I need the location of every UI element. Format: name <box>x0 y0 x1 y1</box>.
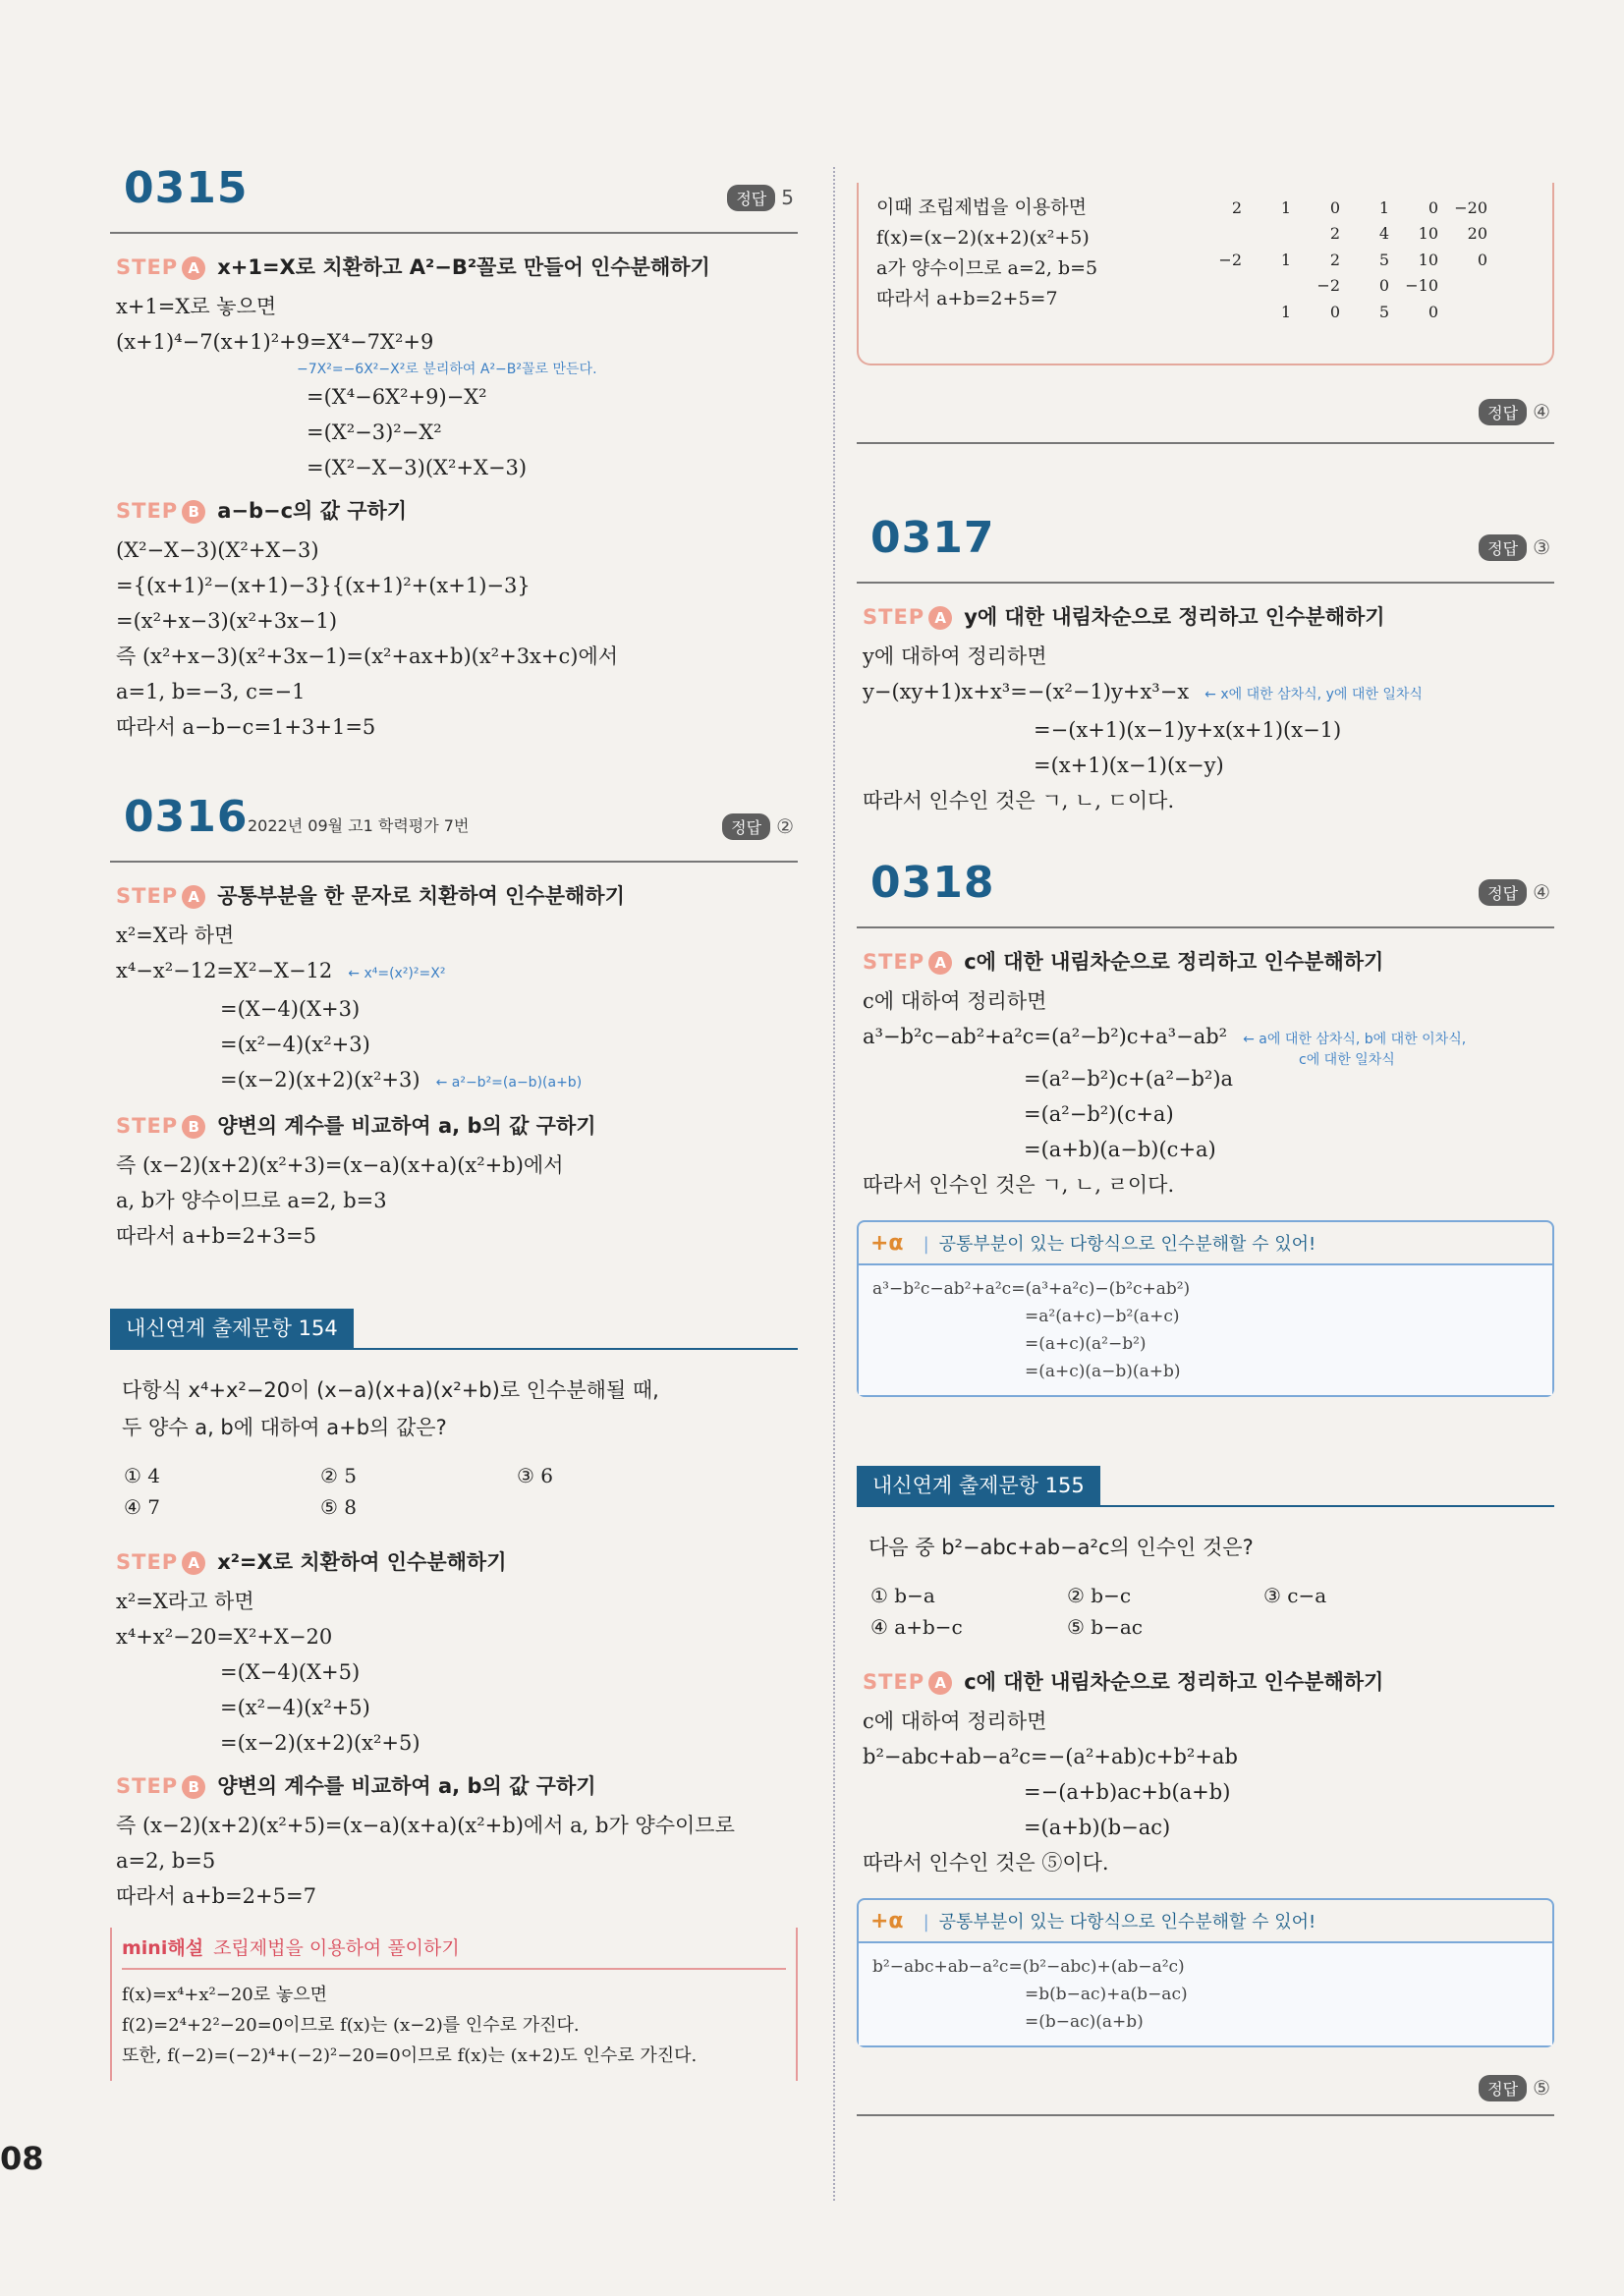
plus-alpha-header <box>859 1222 1552 1265</box>
step-mark: A <box>182 885 205 909</box>
plus-alpha-mark: +α <box>870 1231 904 1256</box>
step-a-heading <box>116 252 798 281</box>
solution-line: x²=X라 하면 <box>116 924 235 947</box>
step-tag: STEP <box>116 499 179 523</box>
synth-cell: 5 <box>1378 303 1389 321</box>
synth-cell: −10 <box>1405 276 1438 295</box>
synth-cell: 20 <box>1467 224 1487 243</box>
solution-line: (x+1)⁴−7(x+1)²+9=X⁴−7X²+9 <box>116 330 434 354</box>
step-title: x²=X로 치환하여 인수분해하기 <box>217 1550 507 1574</box>
step-a-heading <box>863 946 1554 976</box>
answer-value: ② <box>776 814 794 838</box>
synth-cell: −20 <box>1454 198 1487 217</box>
choice-list <box>124 1460 798 1523</box>
synth-cell: 1 <box>1378 198 1389 217</box>
solution-line: =−(a+b)ac+b(a+b) <box>1024 1780 1231 1804</box>
solution-line: 따라서 인수인 것은 ㄱ, ㄴ, ㄷ이다. <box>863 789 1175 812</box>
synth-cell: 2 <box>1329 251 1340 269</box>
mini-explanation-header <box>122 1933 786 1970</box>
synth-cell: 4 <box>1378 224 1389 243</box>
plus-alpha-box <box>857 1220 1554 1397</box>
step-title: x+1=X로 치환하고 A²−B²꼴로 만들어 인수분해하기 <box>217 255 710 279</box>
answer-tag <box>1479 534 1550 561</box>
choice[interactable]: ④ 7 <box>124 1495 161 1519</box>
solution-line: =(a+b)(a−b)(c+a) <box>1024 1138 1216 1161</box>
problem-number: 0318 <box>870 858 995 908</box>
step-title: c에 대한 내림차순으로 정리하고 인수분해하기 <box>964 950 1384 974</box>
synth-cell: 0 <box>1428 303 1438 321</box>
step-b-heading <box>116 1110 798 1140</box>
synth-cell: 0 <box>1378 276 1389 295</box>
margin-note: −7X²=−6X²−X²로 분리하여 A²−B²꼴로 만든다. <box>297 362 597 377</box>
separator: | <box>923 1234 929 1255</box>
solution-line: 따라서 인수인 것은 ⑤이다. <box>863 1851 1109 1875</box>
solution-line: =(x−2)(x+2)(x²+5) <box>220 1731 420 1755</box>
solution-line: =(X−4)(X+5) <box>220 1660 361 1684</box>
step-mark: B <box>182 500 205 524</box>
synth-cell: 2 <box>1231 198 1242 217</box>
step-a-heading <box>863 601 1554 631</box>
solution-line <box>220 1062 798 1100</box>
solution-line: a=2, b=5 <box>116 1849 216 1873</box>
solution-line: (X²−X−3)(X²+X−3) <box>116 538 319 562</box>
step-tag: STEP <box>863 1670 925 1694</box>
solution-line: 따라서 인수인 것은 ㄱ, ㄴ, ㄹ이다. <box>863 1173 1175 1197</box>
step-tag: STEP <box>116 1550 179 1574</box>
step-mark: B <box>182 1775 205 1799</box>
solution-line: 따라서 a−b−c=1+3+1=5 <box>116 715 376 739</box>
choice-list <box>870 1580 1554 1643</box>
synth-cell: 0 <box>1428 198 1438 217</box>
synth-cell: 10 <box>1418 251 1438 269</box>
equation: x⁴−x²−12=X²−X−12 <box>116 959 333 982</box>
choice[interactable]: ① 4 <box>124 1464 161 1487</box>
step-mark: A <box>182 256 205 280</box>
solution-line <box>863 674 1554 712</box>
answer-tag <box>722 813 794 840</box>
solution-line: =(X−4)(X+3) <box>220 997 361 1021</box>
solution-line: 즉 (x−2)(x+2)(x²+5)=(x−a)(x+a)(x²+b)에서 a, b가 양수이므로 <box>116 1814 735 1837</box>
plus-alpha-title: 공통부분이 있는 다항식으로 인수분해할 수 있어! <box>938 1234 1316 1255</box>
step-title: y에 대한 내림차순으로 정리하고 인수분해하기 <box>964 605 1385 629</box>
plus-line: =a²(a+c)−b²(a+c) <box>1025 1307 1180 1326</box>
margin-note: ← x⁴=(x²)²=X² <box>348 966 446 981</box>
answer-line <box>857 2069 1554 2116</box>
column-divider <box>833 167 835 2201</box>
cont-line: f(x)=(x−2)(x+2)(x²+5) <box>876 227 1090 249</box>
step-a-heading <box>116 1546 798 1576</box>
question-text: 다항식 x⁴+x²−20이 (x−a)(x+a)(x²+b)로 인수분해될 때, <box>122 1378 659 1402</box>
solution-line: =(a²−b²)(c+a) <box>1024 1102 1174 1126</box>
plus-line: =(b−ac)(a+b) <box>1025 2012 1144 2032</box>
solution-line: y에 대하여 정리하면 <box>863 644 1047 668</box>
continued-mini-box <box>857 183 1554 365</box>
answer-tag <box>1479 2075 1550 2101</box>
step-tag: STEP <box>116 1114 179 1138</box>
linked-question-label: 내신연계 출제문항 155 <box>857 1466 1100 1505</box>
answer-tag <box>1479 399 1550 425</box>
solution-line: =(a²−b²)c+(a²−b²)a <box>1024 1067 1234 1091</box>
synth-cell: 5 <box>1378 251 1389 269</box>
step-b-heading <box>116 495 798 525</box>
step-a-heading <box>863 1666 1554 1696</box>
choice[interactable]: ② b−c <box>1067 1584 1132 1607</box>
step-mark: A <box>928 606 952 630</box>
plus-line: =(a+c)(a²−b²) <box>1025 1334 1147 1354</box>
step-mark: A <box>182 1551 205 1575</box>
solution-line: =(X²−3)²−X² <box>307 420 442 444</box>
choice[interactable]: ② 5 <box>320 1464 358 1487</box>
problem-number: 0316 <box>124 792 249 842</box>
answer-value: ④ <box>1533 400 1550 423</box>
answer-value: ③ <box>1533 535 1550 559</box>
margin-note: ← x에 대한 삼차식, y에 대한 일차식 <box>1204 687 1423 702</box>
step-mark: A <box>928 951 952 975</box>
synth-cell: 0 <box>1329 198 1340 217</box>
answer-tag <box>727 185 794 211</box>
problem-number: 0315 <box>124 163 249 213</box>
problem-header-0317 <box>857 507 1554 584</box>
left-column <box>110 157 798 2081</box>
solution-line: x+1=X로 놓으면 <box>116 295 277 318</box>
synth-cell: −2 <box>1218 251 1242 269</box>
problem-number: 0317 <box>870 513 995 563</box>
step-tag: STEP <box>863 950 925 974</box>
synth-cell: 1 <box>1280 198 1291 217</box>
cont-line: 이때 조립제법을 이용하면 <box>876 196 1087 218</box>
solution-line: 즉 (x²+x−3)(x²+3x−1)=(x²+ax+b)(x²+3x+c)에서 <box>116 644 619 668</box>
cont-line: a가 양수이므로 a=2, b=5 <box>876 257 1098 279</box>
plus-line: =b(b−ac)+a(b−ac) <box>1025 1985 1188 2004</box>
synth-cell: 2 <box>1329 224 1340 243</box>
step-title: c에 대한 내림차순으로 정리하고 인수분해하기 <box>964 1670 1384 1694</box>
solution-line <box>116 953 798 991</box>
plus-alpha-body <box>859 1943 1552 2045</box>
solution-line: 따라서 a+b=2+5=7 <box>116 1884 316 1908</box>
solution-line: =(x²−4)(x²+5) <box>220 1696 370 1719</box>
step-a-heading <box>116 880 798 910</box>
solution-line: b²−abc+ab−a²c=−(a²+ab)c+b²+ab <box>863 1745 1238 1768</box>
answer-value: ④ <box>1533 880 1550 904</box>
choice[interactable]: ① b−a <box>870 1584 935 1607</box>
step-title: 공통부분을 한 문자로 치환하여 인수분해하기 <box>217 884 625 908</box>
synth-cell: 0 <box>1477 251 1487 269</box>
synth-cell: 1 <box>1280 251 1291 269</box>
plus-line: =(a+c)(a−b)(a+b) <box>1025 1362 1181 1381</box>
linked-question-bar <box>110 1309 798 1350</box>
solution-line: ={(x+1)²−(x+1)−3}{(x+1)²+(x+1)−3} <box>116 574 531 597</box>
step-title: a−b−c의 값 구하기 <box>217 499 408 523</box>
solution-line: =(X⁴−6X²+9)−X² <box>307 385 487 409</box>
step-tag: STEP <box>116 884 179 908</box>
solution-line: a, b가 양수이므로 a=2, b=3 <box>116 1189 387 1212</box>
choice[interactable]: ③ 6 <box>517 1464 554 1487</box>
choice[interactable]: ④ a+b−c <box>870 1615 963 1639</box>
choice[interactable]: ③ c−a <box>1263 1584 1327 1607</box>
solution-line: x²=X라고 하면 <box>116 1590 254 1613</box>
answer-value: 5 <box>781 186 794 209</box>
plus-alpha-header <box>859 1900 1552 1943</box>
step-tag: STEP <box>863 605 925 629</box>
solution-line: 따라서 a+b=2+3=5 <box>116 1224 316 1248</box>
linked-question-bar <box>857 1466 1554 1507</box>
mini-title: 조립제법을 이용하여 풀이하기 <box>213 1937 460 1959</box>
answer-badge: 정답 <box>1479 879 1527 906</box>
solution-line: c에 대하여 정리하면 <box>863 989 1047 1013</box>
answer-tag <box>1479 879 1550 906</box>
step-mark: A <box>928 1671 952 1695</box>
plus-line: b²−abc+ab−a²c=(b²−abc)+(ab−a²c) <box>872 1957 1185 1977</box>
solution-line: =(X²−X−3)(X²+X−3) <box>307 456 528 479</box>
question-text: 다음 중 b²−abc+ab−a²c의 인수인 것은? <box>868 1536 1254 1559</box>
solution-line: =(x+1)(x−1)(x−y) <box>1034 754 1224 777</box>
problem-header-0318 <box>857 852 1554 928</box>
solution-line: =(x²−4)(x²+3) <box>220 1033 370 1056</box>
step-b-heading <box>116 1770 798 1800</box>
right-column <box>857 183 1554 2116</box>
solution-line: a=1, b=−3, c=−1 <box>116 680 306 703</box>
solution-line: x⁴+x²−20=X²+X−20 <box>116 1625 333 1649</box>
step-tag: STEP <box>116 255 179 279</box>
problem-header-0316 <box>110 786 798 863</box>
answer-badge: 정답 <box>727 185 775 211</box>
step-title: 양변의 계수를 비교하여 a, b의 값 구하기 <box>217 1774 596 1798</box>
synth-cell: −2 <box>1316 276 1340 295</box>
page-number: 08 <box>0 2140 44 2177</box>
equation: y−(xy+1)x+x³=−(x²−1)y+x³−x <box>863 680 1190 703</box>
plus-alpha-box <box>857 1898 1554 2047</box>
mini-line: 또한, f(−2)=(−2)⁴+(−2)²−20=0이므로 f(x)는 (x+2)도 인수로 가진다. <box>122 2045 698 2066</box>
solution-line: 즉 (x−2)(x+2)(x²+3)=(x−a)(x+a)(x²+b)에서 <box>116 1153 564 1177</box>
mini-label: mini해설 <box>122 1937 204 1959</box>
plus-line: a³−b²c−ab²+a²c=(a³+a²c)−(b²c+ab²) <box>872 1279 1191 1299</box>
synth-cell: 10 <box>1418 224 1438 243</box>
plus-alpha-title: 공통부분이 있는 다항식으로 인수분해할 수 있어! <box>938 1912 1316 1932</box>
equation: =(x−2)(x+2)(x²+3) <box>220 1068 420 1092</box>
solution-line: =(a+b)(b−ac) <box>1024 1816 1171 1839</box>
solution-line: =−(x+1)(x−1)y+x(x+1)(x−1) <box>1034 718 1342 742</box>
choice[interactable]: ⑤ 8 <box>320 1495 358 1519</box>
mini-line: f(2)=2⁴+2²−20=0이므로 f(x)는 (x−2)를 인수로 가진다. <box>122 2015 580 2036</box>
solution-line: c에 대하여 정리하면 <box>863 1709 1047 1733</box>
margin-note: c에 대한 일차식 <box>1299 1052 1395 1068</box>
plus-alpha-body <box>859 1265 1552 1395</box>
problem-header-0315 <box>110 157 798 234</box>
plus-alpha-mark: +α <box>870 1909 904 1933</box>
cont-line: 따라서 a+b=2+5=7 <box>876 288 1058 309</box>
answer-badge: 정답 <box>1479 534 1527 561</box>
answer-badge: 정답 <box>1479 399 1527 425</box>
solution-line: =(x²+x−3)(x²+3x−1) <box>116 609 338 633</box>
mini-line: f(x)=x⁴+x²−20로 놓으면 <box>122 1985 328 2005</box>
linked-question-label: 내신연계 출제문항 154 <box>110 1309 354 1348</box>
answer-badge: 정답 <box>722 813 770 840</box>
step-tag: STEP <box>116 1774 179 1798</box>
mini-explanation-box <box>110 1928 798 2081</box>
question-text: 두 양수 a, b에 대하여 a+b의 값은? <box>122 1416 447 1439</box>
separator: | <box>923 1912 929 1932</box>
margin-note: ← a에 대한 삼차식, b에 대한 이차식, <box>1243 1032 1467 1047</box>
margin-note: ← a²−b²=(a−b)(a+b) <box>435 1075 583 1091</box>
step-mark: B <box>182 1115 205 1139</box>
step-title: 양변의 계수를 비교하여 a, b의 값 구하기 <box>217 1114 596 1138</box>
answer-value: ⑤ <box>1533 2076 1550 2100</box>
choice[interactable]: ⑤ b−ac <box>1067 1615 1143 1639</box>
synth-cell: 1 <box>1280 303 1291 321</box>
synth-cell: 0 <box>1329 303 1340 321</box>
equation: a³−b²c−ab²+a²c=(a²−b²)c+a³−ab² <box>863 1025 1228 1048</box>
problem-source: 2022년 09월 고1 학력평가 7번 <box>248 816 470 835</box>
answer-badge: 정답 <box>1479 2075 1527 2101</box>
solution-line <box>863 1019 1554 1057</box>
answer-line <box>857 389 1554 444</box>
